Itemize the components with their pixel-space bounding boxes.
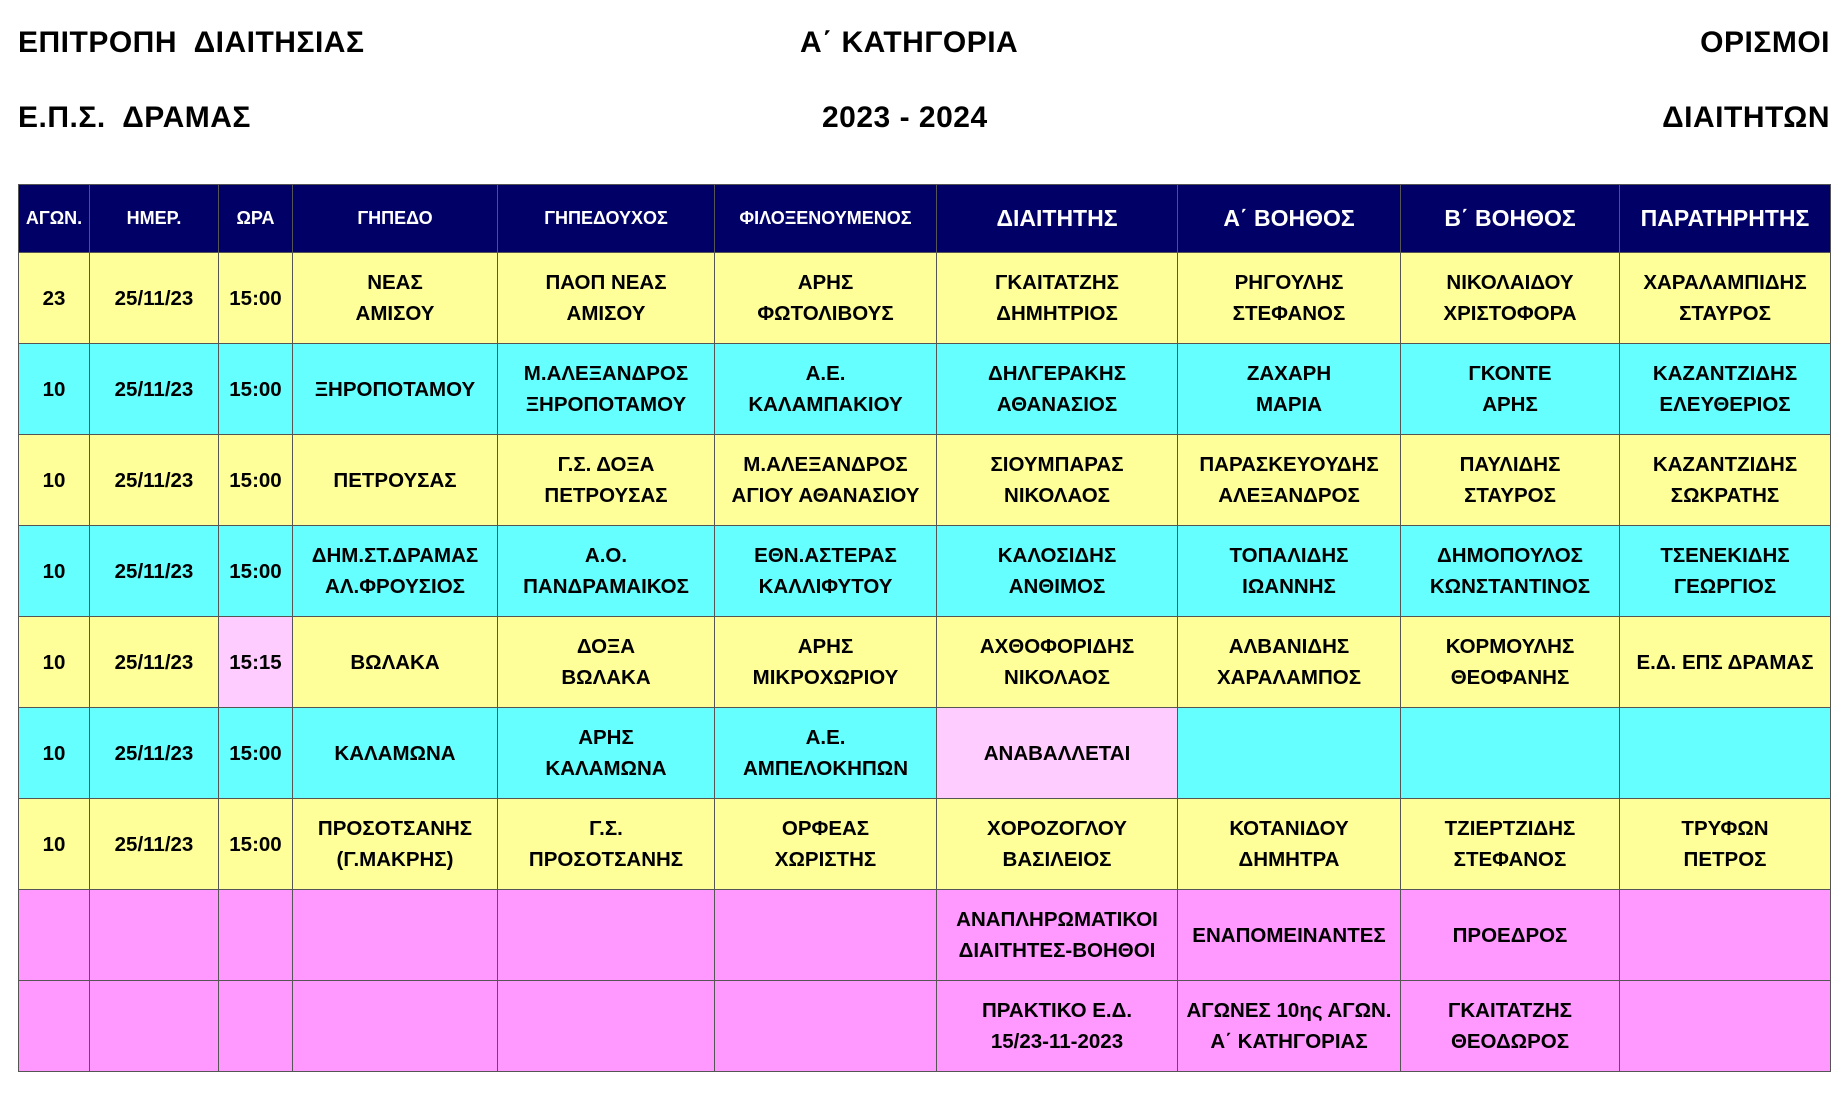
assistant-a-cell: ΠΑΡΑΣΚΕΥΟΥΔΗΣ ΑΛΕΞΑΝΔΡΟΣ	[1178, 435, 1401, 526]
assistant-a-cell: ΕΝΑΠΟΜΕΙΝΑΝΤΕΣ	[1178, 890, 1401, 981]
match-day-cell: 23	[19, 253, 90, 344]
table-row	[19, 799, 1831, 890]
home-team-cell: Γ.Σ. ΔΟΞΑ ΠΕΤΡΟΥΣΑΣ	[498, 435, 715, 526]
referee-cell: ΔΗΛΓΕΡΑΚΗΣ ΑΘΑΝΑΣΙΟΣ	[937, 344, 1178, 435]
date-cell: 25/11/23	[90, 708, 219, 799]
assistant-a-cell: ΤΟΠΑΛΙΔΗΣ ΙΩΑΝΝΗΣ	[1178, 526, 1401, 617]
time-cell: 15:15	[219, 617, 293, 708]
col-header-assistant-a: Α΄ ΒΟΗΘΟΣ	[1178, 185, 1401, 253]
referee-appointments-table	[18, 184, 1831, 1072]
match-day-cell: 10	[19, 435, 90, 526]
stadium-cell: ΚΑΛΑΜΩΝΑ	[293, 708, 498, 799]
col-header-home-team: ΓΗΠΕΔΟΥΧΟΣ	[498, 185, 715, 253]
time-cell: 15:00	[219, 526, 293, 617]
match-day-cell: 10	[19, 617, 90, 708]
observer-cell: Ε.Δ. ΕΠΣ ΔΡΑΜΑΣ	[1620, 617, 1831, 708]
away-team-cell: ΑΡΗΣ ΜΙΚΡΟΧΩΡΙΟΥ	[715, 617, 937, 708]
stadium-cell: ΒΩΛΑΚΑ	[293, 617, 498, 708]
away-team-cell: ΟΡΦΕΑΣ ΧΩΡΙΣΤΗΣ	[715, 799, 937, 890]
referee-cell: ΑΧΘΟΦΟΡΙΔΗΣ ΝΙΚΟΛΑΟΣ	[937, 617, 1178, 708]
stadium-cell: ΞΗΡΟΠΟΤΑΜΟΥ	[293, 344, 498, 435]
table-row	[19, 253, 1831, 344]
assistant-a-cell: ΑΓΩΝΕΣ 10ης ΑΓΩΝ. Α΄ ΚΑΤΗΓΟΡΙΑΣ	[1178, 981, 1401, 1072]
referee-cell: ΠΡΑΚΤΙΚΟ Ε.Δ. 15/23-11-2023	[937, 981, 1178, 1072]
committee-title: ΕΠΙΤΡΟΠΗ ΔΙΑΙΤΗΣΙΑΣ	[18, 26, 365, 59]
col-header-observer: ΠΑΡΑΤΗΡΗΤΗΣ	[1620, 185, 1831, 253]
referee-cell: ΑΝΑΠΛΗΡΩΜΑΤΙΚΟΙ ΔΙΑΙΤΗΤΕΣ-ΒΟΗΘΟΙ	[937, 890, 1178, 981]
col-header-referee: ΔΙΑΙΤΗΤΗΣ	[937, 185, 1178, 253]
match-day-cell: 10	[19, 526, 90, 617]
referees-title: ΔΙΑΙΤΗΤΩΝ	[1662, 101, 1830, 134]
match-day-cell	[19, 890, 90, 981]
match-day-cell: 10	[19, 799, 90, 890]
home-team-cell: Γ.Σ. ΠΡΟΣΟΤΣΑΝΗΣ	[498, 799, 715, 890]
away-team-cell: Μ.ΑΛΕΞΑΝΔΡΟΣ ΑΓΙΟΥ ΑΘΑΝΑΣΙΟΥ	[715, 435, 937, 526]
col-header-away-team: ΦΙΛΟΞΕΝΟΥΜΕΝΟΣ	[715, 185, 937, 253]
home-team-cell: Μ.ΑΛΕΞΑΝΔΡΟΣ ΞΗΡΟΠΟΤΑΜΟΥ	[498, 344, 715, 435]
assistant-b-cell: ΠΑΥΛΙΔΗΣ ΣΤΑΥΡΟΣ	[1401, 435, 1620, 526]
home-team-cell: Α.Ο. ΠΑΝΔΡΑΜΑΙΚΟΣ	[498, 526, 715, 617]
assistant-a-cell: ΑΛΒΑΝΙΔΗΣ ΧΑΡΑΛΑΜΠΟΣ	[1178, 617, 1401, 708]
home-team-cell: ΑΡΗΣ ΚΑΛΑΜΩΝΑ	[498, 708, 715, 799]
col-header-match-day: ΑΓΩΝ.	[19, 185, 90, 253]
away-team-cell	[715, 890, 937, 981]
category-title: Α΄ ΚΑΤΗΓΟΡΙΑ	[800, 26, 1019, 59]
assistant-a-cell: ΚΟΤΑΝΙΔΟΥ ΔΗΜΗΤΡΑ	[1178, 799, 1401, 890]
stadium-cell: ΠΕΤΡΟΥΣΑΣ	[293, 435, 498, 526]
assistant-a-cell: ΖΑΧΑΡΗ ΜΑΡΙΑ	[1178, 344, 1401, 435]
observer-cell: ΤΡΥΦΩΝ ΠΕΤΡΟΣ	[1620, 799, 1831, 890]
table-header-row	[19, 185, 1831, 253]
observer-cell	[1620, 981, 1831, 1072]
date-cell: 25/11/23	[90, 617, 219, 708]
union-title: Ε.Π.Σ. ΔΡΑΜΑΣ	[18, 101, 251, 134]
time-cell	[219, 890, 293, 981]
date-cell: 25/11/23	[90, 799, 219, 890]
table-row	[19, 344, 1831, 435]
time-cell: 15:00	[219, 253, 293, 344]
stadium-cell: ΝΕΑΣ ΑΜΙΣΟΥ	[293, 253, 498, 344]
match-day-cell	[19, 981, 90, 1072]
referee-cell: ΓΚΑΙΤΑΤΖΗΣ ΔΗΜΗΤΡΙΟΣ	[937, 253, 1178, 344]
table-row	[19, 981, 1831, 1072]
table-row	[19, 526, 1831, 617]
col-header-date: ΗΜΕΡ.	[90, 185, 219, 253]
observer-cell	[1620, 708, 1831, 799]
assistant-b-cell: ΓΚΟΝΤΕ ΑΡΗΣ	[1401, 344, 1620, 435]
assistant-b-cell	[1401, 708, 1620, 799]
stadium-cell: ΠΡΟΣΟΤΣΑΝΗΣ (Γ.ΜΑΚΡΗΣ)	[293, 799, 498, 890]
observer-cell: ΚΑΖΑΝΤΖΙΔΗΣ ΣΩΚΡΑΤΗΣ	[1620, 435, 1831, 526]
date-cell: 25/11/23	[90, 253, 219, 344]
table-row	[19, 890, 1831, 981]
observer-cell	[1620, 890, 1831, 981]
date-cell	[90, 890, 219, 981]
away-team-cell: Α.Ε. ΑΜΠΕΛΟΚΗΠΩΝ	[715, 708, 937, 799]
match-day-cell: 10	[19, 708, 90, 799]
away-team-cell: ΕΘΝ.ΑΣΤΕΡΑΣ ΚΑΛΛΙΦΥΤΟΥ	[715, 526, 937, 617]
time-cell: 15:00	[219, 344, 293, 435]
assistant-b-cell: ΓΚΑΙΤΑΤΖΗΣ ΘΕΟΔΩΡΟΣ	[1401, 981, 1620, 1072]
referee-cell: ΣΙΟΥΜΠΑΡΑΣ ΝΙΚΟΛΑΟΣ	[937, 435, 1178, 526]
table-row	[19, 617, 1831, 708]
assistant-a-cell	[1178, 708, 1401, 799]
stadium-cell: ΔΗΜ.ΣΤ.ΔΡΑΜΑΣ ΑΛ.ΦΡΟΥΣΙΟΣ	[293, 526, 498, 617]
away-team-cell	[715, 981, 937, 1072]
table-body	[19, 253, 1831, 1072]
time-cell: 15:00	[219, 799, 293, 890]
observer-cell: ΚΑΖΑΝΤΖΙΔΗΣ ΕΛΕΥΘΕΡΙΟΣ	[1620, 344, 1831, 435]
season-title: 2023 - 2024	[822, 101, 988, 134]
time-cell: 15:00	[219, 708, 293, 799]
referee-cell: ΧΟΡΟΖΟΓΛΟΥ ΒΑΣΙΛΕΙΟΣ	[937, 799, 1178, 890]
assistant-b-cell: ΔΗΜΟΠΟΥΛΟΣ ΚΩΝΣΤΑΝΤΙΝΟΣ	[1401, 526, 1620, 617]
home-team-cell: ΠΑΟΠ ΝΕΑΣ ΑΜΙΣΟΥ	[498, 253, 715, 344]
observer-cell: ΧΑΡΑΛΑΜΠΙΔΗΣ ΣΤΑΥΡΟΣ	[1620, 253, 1831, 344]
stadium-cell	[293, 890, 498, 981]
match-day-cell: 10	[19, 344, 90, 435]
observer-cell: ΤΣΕΝΕΚΙΔΗΣ ΓΕΩΡΓΙΟΣ	[1620, 526, 1831, 617]
away-team-cell: Α.Ε. ΚΑΛΑΜΠΑΚΙΟΥ	[715, 344, 937, 435]
stadium-cell	[293, 981, 498, 1072]
home-team-cell: ΔΟΞΑ ΒΩΛΑΚΑ	[498, 617, 715, 708]
assistant-b-cell: ΠΡΟΕΔΡΟΣ	[1401, 890, 1620, 981]
time-cell	[219, 981, 293, 1072]
assistant-a-cell: ΡΗΓΟΥΛΗΣ ΣΤΕΦΑΝΟΣ	[1178, 253, 1401, 344]
referee-cell: ΑΝΑΒΑΛΛΕΤΑΙ	[937, 708, 1178, 799]
assistant-b-cell: ΤΖΙΕΡΤΖΙΔΗΣ ΣΤΕΦΑΝΟΣ	[1401, 799, 1620, 890]
col-header-stadium: ΓΗΠΕΔΟ	[293, 185, 498, 253]
referee-cell: ΚΑΛΟΣΙΔΗΣ ΑΝΘΙΜΟΣ	[937, 526, 1178, 617]
home-team-cell	[498, 890, 715, 981]
date-cell: 25/11/23	[90, 344, 219, 435]
table-row	[19, 708, 1831, 799]
away-team-cell: ΑΡΗΣ ΦΩΤΟΛΙΒΟΥΣ	[715, 253, 937, 344]
time-cell: 15:00	[219, 435, 293, 526]
table-row	[19, 435, 1831, 526]
assistant-b-cell: ΚΟΡΜΟΥΛΗΣ ΘΕΟΦΑΝΗΣ	[1401, 617, 1620, 708]
appointments-title: ΟΡΙΣΜΟΙ	[1700, 26, 1830, 59]
date-cell: 25/11/23	[90, 526, 219, 617]
col-header-assistant-b: Β΄ ΒΟΗΘΟΣ	[1401, 185, 1620, 253]
home-team-cell	[498, 981, 715, 1072]
col-header-time: ΩΡΑ	[219, 185, 293, 253]
date-cell	[90, 981, 219, 1072]
assistant-b-cell: ΝΙΚΟΛΑΙΔΟΥ ΧΡΙΣΤΟΦΟΡΑ	[1401, 253, 1620, 344]
date-cell: 25/11/23	[90, 435, 219, 526]
